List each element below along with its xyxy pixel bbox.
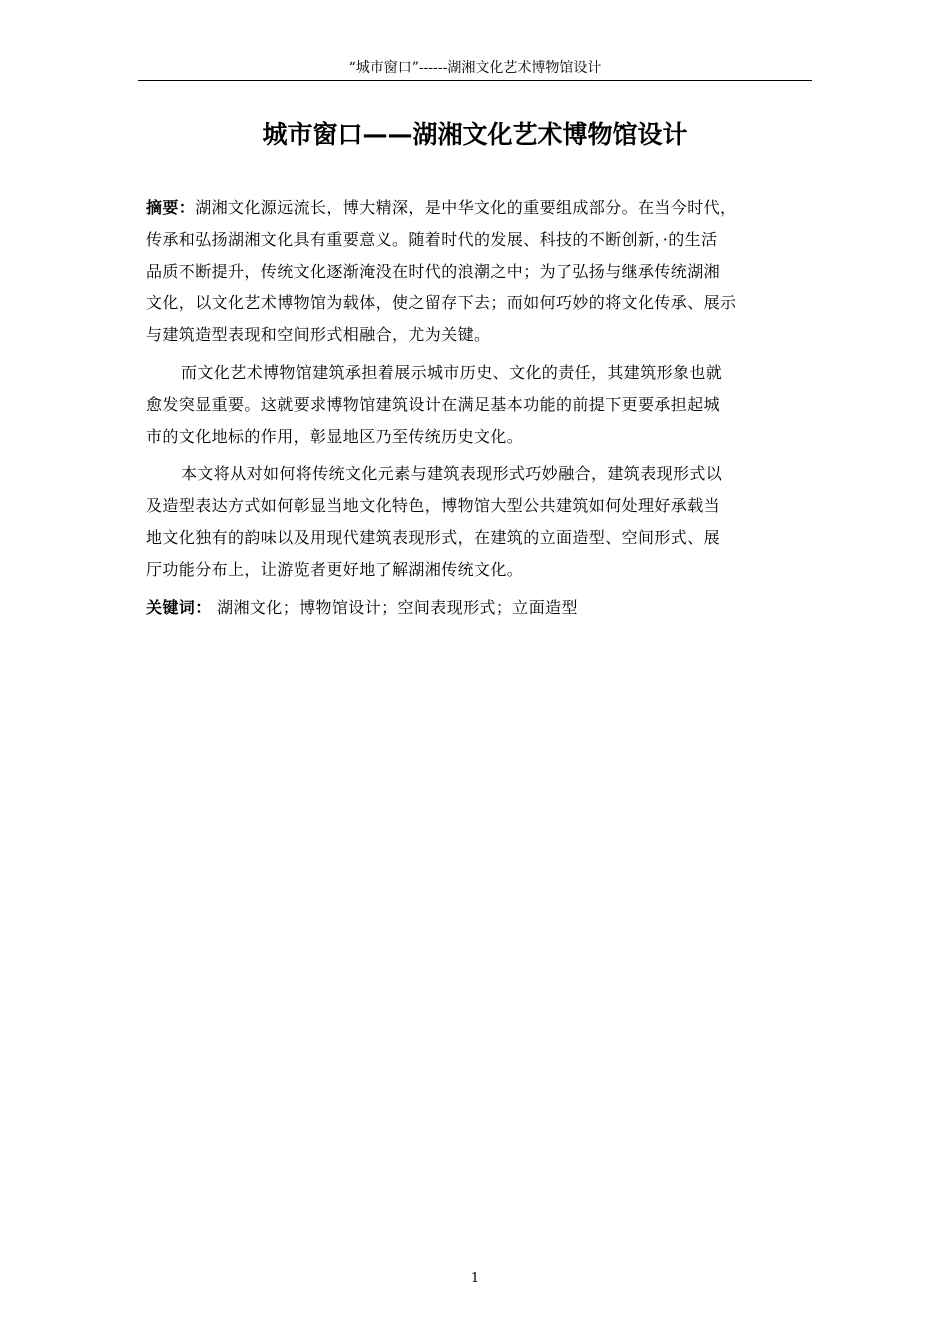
- abstract-line-5: 与建筑造型表现和空间形式相融合，尤为关键。: [146, 325, 491, 345]
- paragraph-2-line-3: 市的文化地标的作用，彰显地区乃至传统历史文化。: [146, 426, 524, 446]
- paragraph-2-line-1: 而文化艺术博物馆建筑承担着展示城市历史、文化的责任，其建筑形象也就: [181, 362, 723, 382]
- page-number: 1: [470, 1271, 480, 1286]
- abstract-line-2: 传承和弘扬湖湘文化具有重要意义。随着时代的发展、科技的不断创新，·的生活: [146, 229, 718, 249]
- document-title: 城市窗口——湖湘文化艺术博物馆设计: [262, 120, 688, 149]
- paragraph-3-line-1: 本文将从对如何将传统文化元素与建筑表现形式巧妙融合，建筑表现形式以: [181, 464, 723, 484]
- body-paragraph-3: [146, 458, 808, 585]
- abstract-line-text: 湖湘文化源远流长，博大精深，是中华文化的重要组成部分。在当今时代，: [195, 198, 737, 217]
- keywords-line: [146, 592, 808, 624]
- body-paragraph-2: [146, 357, 808, 452]
- paragraph-3-line-2: 及造型表达方式如何彰显当地文化特色，博物馆大型公共建筑如何处理好承载当: [146, 496, 721, 516]
- keywords-text: 湖湘文化；博物馆设计；空间表现形式；立面造型: [217, 597, 578, 617]
- paragraph-3-line-3: 地文化独有的韵味以及用现代建筑表现形式，在建筑的立面造型、空间形式、展: [146, 527, 721, 547]
- header-rule: [138, 80, 812, 81]
- body-text: [146, 192, 808, 623]
- abstract-line-3: 品质不断提升，传统文化逐渐淹没在时代的浪潮之中；为了弘扬与继承传统湖湘: [146, 261, 721, 281]
- abstract-label: 摘要：: [146, 198, 196, 217]
- abstract-line-1: [146, 192, 808, 224]
- running-header: “城市窗口”------湖湘文化艺术博物馆设计: [348, 60, 602, 76]
- paragraph-3-line-4: 厅功能分布上，让游览者更好地了解湖湘传统文化。: [146, 559, 524, 579]
- paragraph-2-line-2: 愈发突显重要。这就要求博物馆建筑设计在满足基本功能的前提下更要承担起城: [146, 394, 721, 414]
- abstract-line-4: 文化，以文化艺术博物馆为载体，使之留存下去；而如何巧妙的将文化传承、展示: [146, 293, 737, 313]
- keywords-label: 关键词：: [146, 597, 212, 617]
- abstract-paragraph: [146, 192, 808, 351]
